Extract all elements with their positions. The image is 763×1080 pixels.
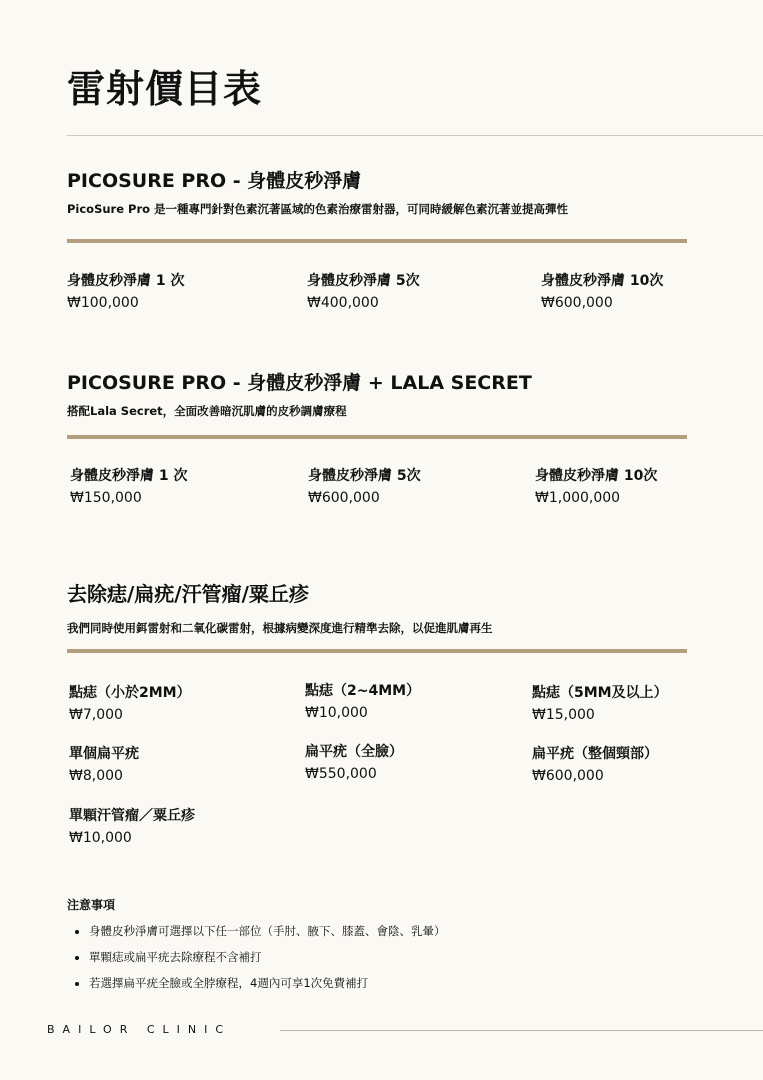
item-name: 身體皮秒淨膚 5次 (307, 273, 420, 289)
item-name: 身體皮秒淨膚 1 次 (67, 273, 185, 289)
item-price: ₩8,000 (69, 768, 123, 784)
price-item (305, 680, 420, 721)
item-price: ₩600,000 (532, 768, 604, 784)
footer-brand: BAILOR CLINIC (47, 1023, 232, 1036)
item-name: 身體皮秒淨膚 1 次 (70, 468, 188, 484)
price-item (67, 270, 185, 311)
section-description: PicoSure Pro 是一種專門針對色素沉著區域的色素治療雷射器，可同時緩解色素沉著並提高彈性 (67, 202, 569, 216)
price-item (532, 743, 658, 784)
item-price: ₩400,000 (307, 295, 379, 311)
price-item (305, 741, 403, 782)
list-item: • 身體皮秒淨膚可選擇以下任一部位（手肘、腋下、膝蓋、會陰、乳暈） (89, 923, 446, 939)
item-price: ₩600,000 (541, 295, 613, 311)
section-title: 去除痣/扁疣/汗管瘤/粟丘疹 (67, 582, 309, 606)
footer-divider (280, 1030, 763, 1031)
price-item (532, 682, 668, 723)
item-price: ₩7,000 (69, 707, 123, 723)
section-picosure-lala (67, 368, 689, 518)
item-price: ₩100,000 (67, 295, 139, 311)
notes-block (67, 896, 446, 1001)
item-name: 身體皮秒淨膚 5次 (308, 468, 421, 484)
item-price: ₩550,000 (305, 766, 377, 782)
price-item (69, 682, 191, 723)
item-name: 點痣（5MM及以上） (532, 685, 668, 701)
page-title: 雷射價目表 (67, 67, 263, 111)
item-price: ₩600,000 (308, 490, 380, 506)
item-name: 單個扁平疣 (69, 746, 139, 762)
section-divider (67, 649, 687, 653)
item-price: ₩1,000,000 (535, 490, 621, 506)
item-name: 身體皮秒淨膚 10次 (535, 468, 658, 484)
section-picosure-body (67, 166, 689, 316)
section-title: PICOSURE PRO - 身體皮秒淨膚 + LALA SECRET (67, 372, 532, 394)
price-item (541, 270, 663, 311)
section-divider (67, 239, 687, 243)
price-item (69, 743, 139, 784)
section-description: 搭配Lala Secret，全面改善暗沉肌膚的皮秒調膚療程 (67, 404, 347, 418)
item-price: ₩10,000 (305, 705, 368, 721)
price-item (307, 270, 420, 311)
price-item (70, 465, 188, 506)
section-description: 我們同時使用鉺雷射和二氧化碳雷射，根據病變深度進行精準去除，以促進肌膚再生 (67, 621, 493, 635)
item-name: 點痣（2~4MM） (305, 683, 421, 699)
item-name: 身體皮秒淨膚 10次 (541, 273, 664, 289)
item-name: 點痣（小於2MM） (69, 685, 191, 701)
top-divider (67, 135, 763, 136)
section-title: PICOSURE PRO - 身體皮秒淨膚 (67, 170, 362, 192)
list-item: • 若選擇扁平疣全臉或全脖療程，4週內可享1次免費補打 (89, 975, 446, 991)
section-mole-wart-removal (67, 578, 689, 868)
item-name: 扁平疣（整個頸部） (532, 746, 658, 762)
item-price: ₩15,000 (532, 707, 595, 723)
section-divider (67, 435, 687, 439)
item-price: ₩150,000 (70, 490, 142, 506)
price-item (535, 465, 657, 506)
item-name: 單顆汗管瘤／粟丘疹 (69, 808, 195, 824)
item-price: ₩10,000 (69, 830, 132, 846)
item-name: 扁平疣（全臉） (305, 744, 403, 760)
price-item (69, 805, 195, 846)
price-item (308, 465, 421, 506)
notes-title: 注意事項 (67, 898, 116, 912)
notes-list (67, 923, 446, 991)
list-item: • 單顆痣或扁平疣去除療程不含補打 (89, 949, 446, 965)
